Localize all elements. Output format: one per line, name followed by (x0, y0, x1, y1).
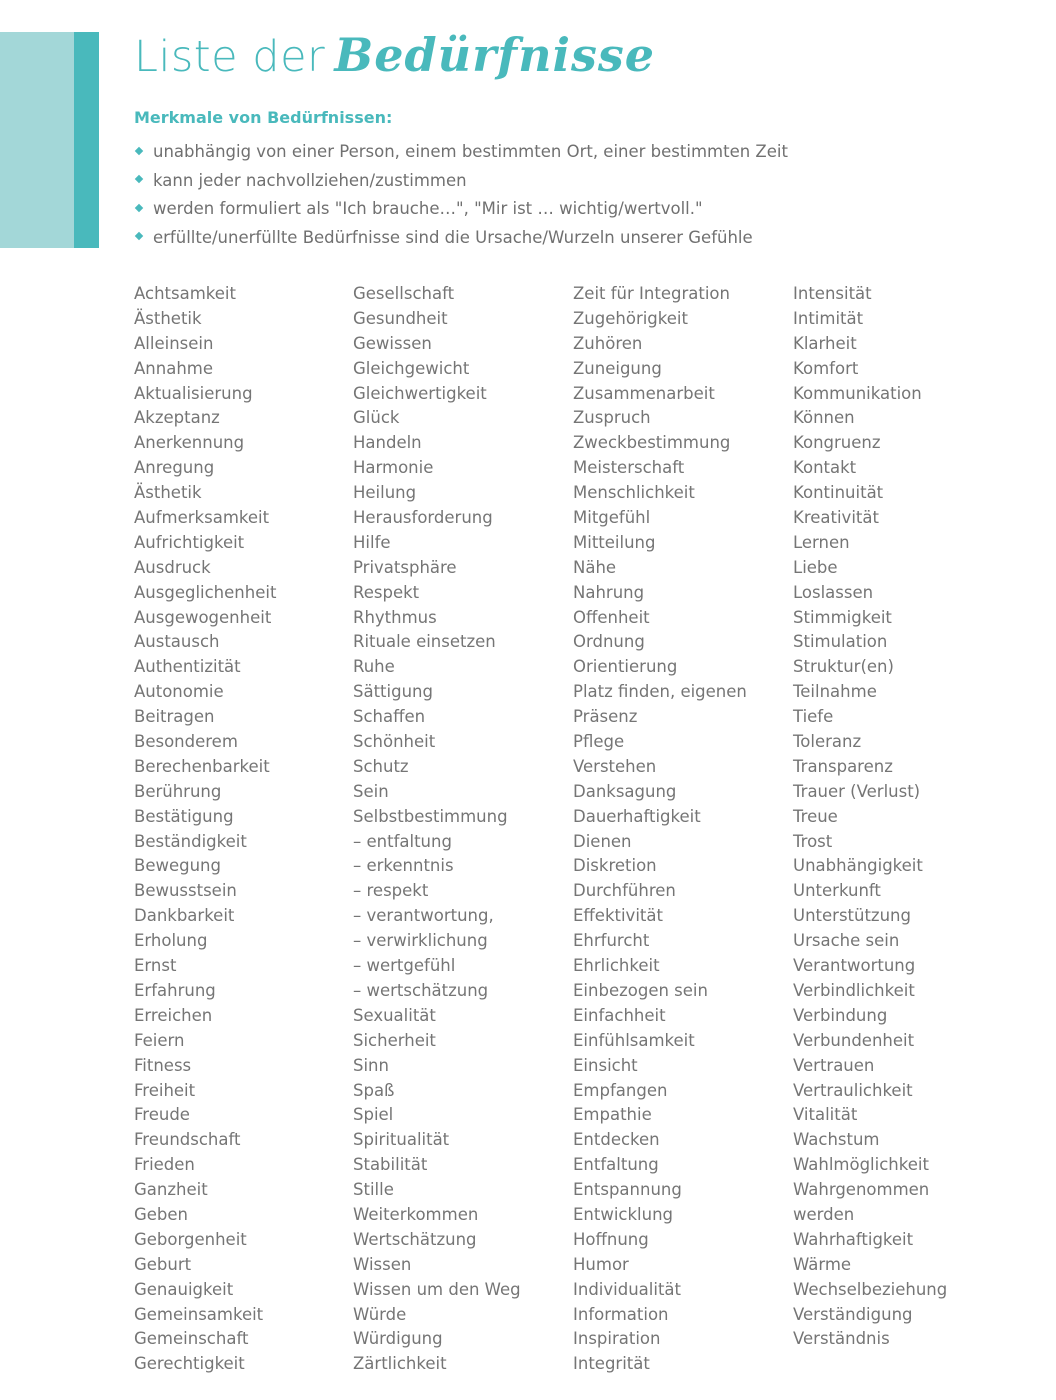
need-item: Trost (793, 831, 833, 851)
need-item: Spiel (353, 1105, 394, 1125)
need-item: Selbstbestimmung (353, 806, 508, 826)
need-item: Kontakt (793, 458, 857, 478)
need-item: Vitalität (793, 1105, 858, 1125)
need-item: Zuneigung (573, 358, 662, 378)
characteristics-list (134, 138, 788, 252)
need-item: Kontinuität (793, 483, 884, 503)
need-item: Unabhängigkeit (793, 856, 923, 876)
need-item: Zusammenarbeit (573, 383, 715, 403)
need-item: Stille (353, 1180, 394, 1200)
need-item: Handeln (353, 433, 422, 453)
need-item: Information (573, 1304, 669, 1324)
need-item: Geben (134, 1204, 189, 1224)
need-item: Ganzheit (134, 1180, 208, 1200)
need-item: Heilung (353, 483, 417, 503)
need-item: Komfort (793, 358, 859, 378)
needs-column-4 (793, 282, 947, 1352)
need-item: Durchführen (573, 881, 676, 901)
bullet-item (134, 195, 788, 224)
need-item: Besonderem (134, 732, 238, 752)
need-item: Annahme (134, 358, 213, 378)
need-item: – wertgefühl (353, 956, 456, 976)
need-item: Wissen um den Weg (353, 1279, 521, 1299)
need-item: Glück (353, 408, 400, 428)
need-item: Ernst (134, 956, 177, 976)
need-item: Zeit für Integration (573, 284, 730, 303)
decor-bar-light (0, 32, 74, 248)
need-item: Bewegung (134, 856, 221, 876)
need-item: Gerechtigkeit (134, 1354, 245, 1374)
need-item: Aktualisierung (134, 383, 253, 403)
need-item: Wahrgenommen (793, 1180, 930, 1200)
need-item: Dauerhaftigkeit (573, 806, 701, 826)
need-item: Intimität (793, 308, 864, 328)
need-item: Harmonie (353, 458, 434, 478)
need-item: Empathie (573, 1105, 652, 1125)
need-item: Transparenz (793, 756, 893, 776)
need-item: Ausgewogenheit (134, 607, 272, 627)
need-item: Gesundheit (353, 308, 448, 328)
need-item: Bestätigung (134, 806, 234, 826)
need-item: Privatsphäre (353, 557, 457, 577)
need-item: Kreativität (793, 508, 879, 528)
need-item: Aufmerksamkeit (134, 508, 270, 528)
need-item: Stabilität (353, 1155, 428, 1175)
need-item: Achtsamkeit (134, 284, 236, 303)
need-item: Effektivität (573, 906, 663, 926)
need-item: Sättigung (353, 682, 433, 702)
need-item: Struktur(en) (793, 657, 894, 677)
page-title (134, 28, 655, 98)
need-item: Entfaltung (573, 1155, 659, 1175)
need-item: Zugehörigkeit (573, 308, 688, 328)
need-item: Fitness (134, 1055, 192, 1075)
need-item: Unterkunft (793, 881, 881, 901)
decor-bar-dark (74, 32, 99, 248)
need-item: Ehrlichkeit (573, 956, 660, 976)
need-item: Freude (134, 1105, 190, 1125)
need-item: Können (793, 408, 855, 428)
need-item: Gewissen (353, 333, 432, 353)
need-item: Toleranz (793, 732, 862, 752)
need-item: Frieden (134, 1155, 195, 1175)
need-item: Beständigkeit (134, 831, 247, 851)
need-item: Wechselbeziehung (793, 1279, 948, 1299)
need-item: Dankbarkeit (134, 906, 235, 926)
need-item: Lernen (793, 532, 850, 552)
need-item: Menschlichkeit (573, 483, 695, 503)
need-item: Würde (353, 1304, 407, 1324)
need-item: Empfangen (573, 1080, 668, 1100)
need-item: Hilfe (353, 532, 391, 552)
need-item: Mitteilung (573, 532, 656, 552)
need-item: Verbundenheit (793, 1030, 915, 1050)
need-item: Schönheit (353, 732, 436, 752)
need-item: Danksagung (573, 781, 677, 801)
bullet-text: kann jeder nachvollziehen/zustimmen (153, 170, 467, 190)
need-item: Autonomie (134, 682, 224, 702)
need-item: Zärtlichkeit (353, 1354, 447, 1374)
title-script: Bedürfnisse (334, 28, 656, 82)
need-item: Wachstum (793, 1130, 880, 1150)
need-item: Rhythmus (353, 607, 437, 627)
need-item: Sinn (353, 1055, 389, 1075)
need-item: Sexualität (353, 1005, 436, 1025)
need-item: Individualität (573, 1279, 681, 1299)
need-item: Verbindlichkeit (793, 980, 915, 1000)
need-item: Berechenbarkeit (134, 756, 270, 776)
need-item: Austausch (134, 632, 220, 652)
need-item: Schutz (353, 756, 409, 776)
need-item: Nähe (573, 557, 617, 577)
need-item: – verantwortung, (353, 906, 494, 926)
need-item: Gemeinsamkeit (134, 1304, 264, 1324)
need-item: Gesellschaft (353, 284, 455, 303)
bullet-text: erfüllte/unerfüllte Bedürfnisse sind die Ursache/Wurzeln unserer Gefühle (153, 227, 753, 247)
need-item: Wahrhaftigkeit (793, 1229, 914, 1249)
need-item: Tiefe (793, 707, 834, 727)
need-item: Klarheit (793, 333, 857, 353)
need-item: Einfühlsamkeit (573, 1030, 695, 1050)
need-item: Entspannung (573, 1180, 682, 1200)
need-item: Einfachheit (573, 1005, 666, 1025)
need-item: Zuspruch (573, 408, 651, 428)
need-item: Integrität (573, 1354, 650, 1374)
need-item: Bewusstsein (134, 881, 237, 901)
need-item: Geborgenheit (134, 1229, 247, 1249)
need-item: Offenheit (573, 607, 650, 627)
need-item: Schaffen (353, 707, 426, 727)
need-item: Gemeinschaft (134, 1329, 249, 1349)
need-item: Rituale einsetzen (353, 632, 496, 652)
need-item: Entdecken (573, 1130, 660, 1150)
need-item: Präsenz (573, 707, 638, 727)
need-item: Wertschätzung (353, 1229, 477, 1249)
need-item: – verwirklichung (353, 931, 488, 951)
need-item: Erfahrung (134, 980, 216, 1000)
need-item: Genauigkeit (134, 1279, 234, 1299)
need-item: Berührung (134, 781, 222, 801)
bullet-item (134, 224, 788, 253)
need-item: Unterstützung (793, 906, 911, 926)
need-item: – erkenntnis (353, 856, 454, 876)
need-item: Gleichgewicht (353, 358, 470, 378)
need-item: werden (793, 1204, 855, 1224)
bullet-item (134, 138, 788, 167)
bullet-text: unabhängig von einer Person, einem bestimmten Ort, einer bestimmten Zeit (153, 142, 788, 161)
need-item: Meisterschaft (573, 458, 685, 478)
need-item: Inspiration (573, 1329, 661, 1349)
need-item: Weiterkommen (353, 1204, 479, 1224)
need-item: Teilnahme (793, 682, 877, 702)
diamond-bullet-icon (135, 175, 143, 183)
diamond-bullet-icon (135, 203, 143, 211)
need-item: Authentizität (134, 657, 241, 677)
diamond-bullet-icon (135, 146, 143, 154)
need-item: Wärme (793, 1254, 852, 1274)
need-item: Liebe (793, 557, 838, 577)
need-item: Herausforderung (353, 508, 493, 528)
need-item: Wissen (353, 1254, 412, 1274)
need-item: Kongruenz (793, 433, 881, 453)
need-item: Spaß (353, 1080, 395, 1100)
need-item: Ruhe (353, 657, 395, 677)
need-item: Ästhetik (134, 483, 202, 503)
need-item: Einbezogen sein (573, 980, 708, 1000)
need-item: Verständigung (793, 1304, 913, 1324)
need-item: Zuhören (573, 333, 643, 353)
need-item: Humor (573, 1254, 629, 1274)
need-item: Spiritualität (353, 1130, 450, 1150)
need-item: Anregung (134, 458, 215, 478)
need-item: Respekt (353, 582, 420, 602)
need-item: Orientierung (573, 657, 678, 677)
needs-column-2 (353, 282, 521, 1377)
need-item: Gleichwertigkeit (353, 383, 487, 403)
needs-column-1 (134, 282, 276, 1377)
need-item: Aufrichtigkeit (134, 532, 245, 552)
need-item: Treue (793, 806, 838, 826)
need-item: Alleinsein (134, 333, 214, 353)
need-item: Verständnis (793, 1329, 890, 1349)
need-item: – entfaltung (353, 831, 452, 851)
need-item: Mitgefühl (573, 508, 651, 528)
need-item: Ausdruck (134, 557, 211, 577)
need-item: Nahrung (573, 582, 645, 602)
need-item: Diskretion (573, 856, 657, 876)
need-item: Pflege (573, 732, 625, 752)
bullet-text: werden formuliert als "Ich brauche…", "Mir ist … wichtig/wertvoll." (153, 199, 703, 218)
need-item: Erholung (134, 931, 208, 951)
need-item: Verbindung (793, 1005, 888, 1025)
need-item: Loslassen (793, 582, 874, 602)
need-item: Entwicklung (573, 1204, 674, 1224)
need-item: Feiern (134, 1030, 185, 1050)
need-item: Erreichen (134, 1005, 213, 1025)
need-item: Ordnung (573, 632, 645, 652)
need-item: Stimmigkeit (793, 607, 892, 627)
need-item: Vertrauen (793, 1055, 875, 1075)
need-item: Vertraulichkeit (793, 1080, 913, 1100)
need-item: Geburt (134, 1254, 192, 1274)
need-item: Verantwortung (793, 956, 916, 976)
need-item: Freundschaft (134, 1130, 241, 1150)
need-item: Intensität (793, 284, 872, 303)
need-item: Akzeptanz (134, 408, 220, 428)
need-item: Sein (353, 781, 389, 801)
need-item: Stimulation (793, 632, 888, 652)
diamond-bullet-icon (135, 232, 143, 240)
bullet-item (134, 167, 788, 196)
need-item: Ehrfurcht (573, 931, 650, 951)
need-item: Zweckbestimmung (573, 433, 731, 453)
need-item: Beitragen (134, 707, 215, 727)
need-item: Ausgeglichenheit (134, 582, 277, 602)
need-item: – wertschätzung (353, 980, 489, 1000)
need-item: Verstehen (573, 756, 657, 776)
subtitle: Merkmale von Bedürfnissen: (134, 108, 393, 127)
need-item: Anerkennung (134, 433, 245, 453)
need-item: Ursache sein (793, 931, 900, 951)
need-item: Sicherheit (353, 1030, 436, 1050)
needs-column-3 (573, 282, 747, 1377)
need-item: Dienen (573, 831, 632, 851)
need-item: Kommunikation (793, 383, 922, 403)
need-item: Einsicht (573, 1055, 638, 1075)
need-item: Würdigung (353, 1329, 443, 1349)
need-item: Wahlmöglichkeit (793, 1155, 929, 1175)
need-item: Platz finden, eigenen (573, 682, 747, 702)
need-item: Freiheit (134, 1080, 196, 1100)
title-plain: Liste der (134, 32, 326, 82)
need-item: Ästhetik (134, 308, 202, 328)
need-item: Hoffnung (573, 1229, 649, 1249)
need-item: – respekt (353, 881, 429, 901)
need-item: Trauer (Verlust) (793, 781, 921, 801)
